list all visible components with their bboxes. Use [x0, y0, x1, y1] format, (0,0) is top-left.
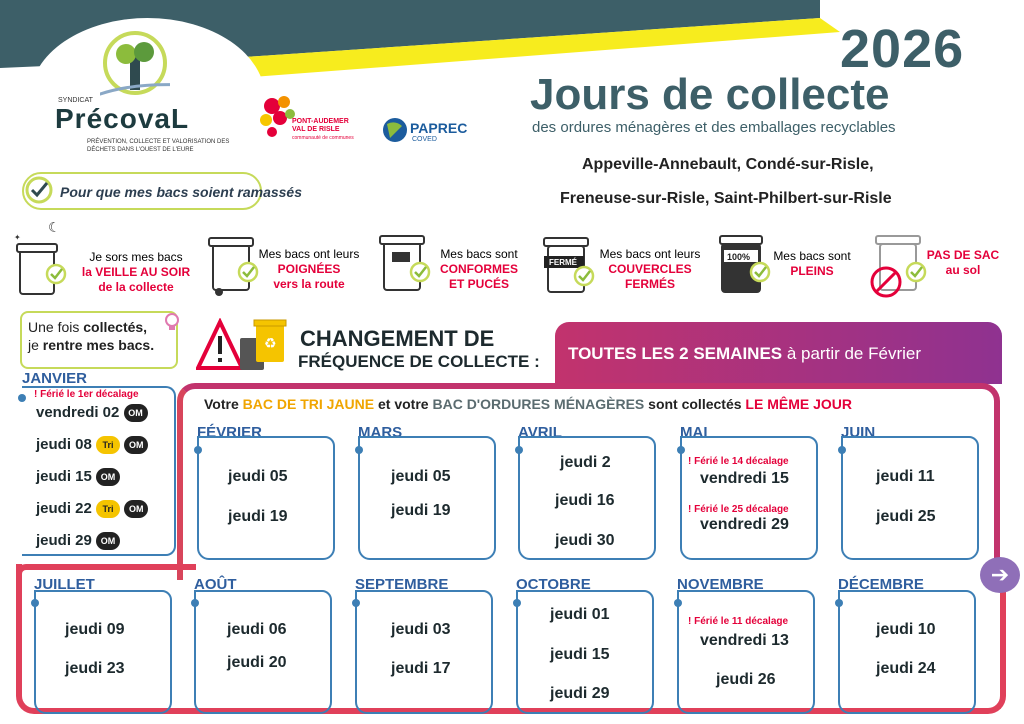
frequency-normal: à partir de Février: [782, 344, 922, 363]
check-icon: [24, 175, 54, 205]
bullet-dot: [352, 599, 360, 607]
precoval-syndicat: SYNDICAT: [58, 97, 93, 104]
janvier-day: jeudi 29: [36, 532, 92, 549]
once-text-2: collectés,: [83, 319, 148, 335]
janvier-row: [36, 532, 120, 550]
notice-grey-bin: BAC D'ORDURES MÉNAGÈRES: [432, 396, 645, 412]
janvier-holiday-note: ! Férié le 1er décalage: [34, 389, 139, 400]
svg-text:♻: ♻: [264, 335, 277, 351]
collection-day: jeudi 15: [550, 646, 610, 663]
rule-highlight: POIGNÉES: [277, 262, 341, 276]
next-arrow-icon[interactable]: ➔: [980, 557, 1020, 593]
bullet-dot: [191, 599, 199, 607]
holiday-note: ! Férié le 25 décalage: [688, 504, 789, 515]
bullet-dot: [835, 599, 843, 607]
janvier-row: [36, 404, 148, 422]
month-box-novembre: [677, 590, 815, 714]
collection-day: jeudi 24: [876, 660, 936, 677]
month-title-juin: JUIN: [841, 424, 876, 441]
rule-poignees: [244, 247, 374, 292]
om-badge: OM: [96, 532, 120, 550]
month-box-aout: [194, 590, 332, 714]
bullet-dot: [18, 394, 26, 402]
month-box-juillet: [34, 590, 172, 714]
month-title-mai: MAI: [680, 424, 708, 441]
collection-day: jeudi 16: [555, 492, 615, 509]
rule-highlight: COUVERCLES: [608, 262, 692, 276]
collection-day: jeudi 05: [391, 468, 451, 485]
rule-highlight-2: au sol: [945, 263, 981, 277]
month-title-novembre: NOVEMBRE: [677, 576, 764, 593]
janvier-row: [36, 500, 148, 518]
rules-badge-text: Pour que mes bacs soient ramassés: [60, 184, 302, 200]
pa-line-1: PONT-AUDEMER: [292, 118, 349, 125]
paprec-coved: COVED: [412, 136, 437, 143]
year-title: 2026: [840, 19, 965, 79]
janvier-row: [36, 468, 120, 486]
collection-day: jeudi 29: [550, 685, 610, 702]
rule-veille: [66, 250, 206, 295]
month-title-juillet: JUILLET: [34, 576, 95, 593]
collection-day: jeudi 01: [550, 606, 610, 623]
bullet-dot: [31, 599, 39, 607]
rule-pas-de-sac: [918, 248, 1008, 278]
om-badge: OM: [124, 404, 148, 422]
rule-conformes: [424, 247, 534, 292]
janvier-day: vendredi 02: [36, 404, 120, 421]
svg-text:✦: ✦: [14, 233, 21, 242]
collection-day: jeudi 17: [391, 660, 451, 677]
rule-highlight: PLEINS: [790, 264, 834, 278]
page-title: Jours de collecte: [530, 70, 890, 119]
bullet-dot: [515, 446, 523, 454]
rule-text: Mes bacs ont leurs: [258, 247, 360, 261]
notice-text: Votre: [204, 396, 243, 412]
once-text-4: rentre mes bacs.: [42, 337, 155, 353]
month-title-aout: AOÛT: [194, 576, 237, 593]
janvier-day: jeudi 22: [36, 500, 92, 517]
bin-closed-icon: [544, 238, 593, 292]
collection-day: vendredi 29: [700, 516, 789, 533]
once-text-3: je: [28, 337, 43, 353]
communes-line-1: Appeville-Annebault, Condé-sur-Risle,: [582, 156, 874, 173]
rule-highlight: la VEILLE AU SOIR: [81, 265, 191, 279]
pont-audemer-text: [292, 118, 354, 142]
once-text-1: Une fois: [28, 319, 84, 335]
rule-couvercles: [590, 247, 710, 292]
notice-same-day: LE MÊME JOUR: [745, 396, 852, 412]
same-day-notice: [204, 396, 852, 412]
collection-day: jeudi 25: [876, 508, 936, 525]
rule-highlight-2: ET PUCÉS: [448, 277, 509, 291]
bullet-dot: [677, 446, 685, 454]
communes-line-2: Freneuse-sur-Risle, Saint-Philbert-sur-Risle: [560, 190, 892, 207]
notice-yellow-bin: BAC DE TRI JAUNE: [242, 396, 375, 412]
rule-pleins: [762, 249, 862, 279]
frequency-banner-text: [568, 344, 921, 364]
precoval-wordmark: PrécovaL: [55, 103, 190, 134]
holiday-note: ! Férié le 14 décalage: [688, 456, 789, 467]
collection-day: jeudi 19: [228, 508, 288, 525]
collection-day: jeudi 10: [876, 621, 936, 638]
notice-text: et votre: [374, 396, 433, 412]
bullet-dot: [355, 446, 363, 454]
collection-day: vendredi 13: [700, 632, 789, 649]
bin-full-label: 100%: [727, 252, 751, 262]
om-badge: OM: [96, 468, 120, 486]
tri-badge: Tri: [96, 500, 120, 518]
lightbulb-icon: [160, 310, 184, 334]
frequency-bold: TOUTES LES 2 SEMAINES: [568, 344, 783, 363]
collection-day: jeudi 06: [227, 621, 287, 638]
month-title-avril: AVRIL: [518, 424, 562, 441]
rule-text: Je sors mes bacs: [89, 250, 183, 264]
bullet-dot: [194, 446, 202, 454]
month-box-mars: [358, 436, 496, 560]
collection-day: vendredi 15: [700, 470, 789, 487]
month-box-mai: [680, 436, 818, 560]
collection-day: jeudi 09: [65, 621, 125, 638]
month-title-fevrier: FÉVRIER: [197, 424, 263, 441]
janvier-day: jeudi 08: [36, 436, 92, 453]
month-box-juin: [841, 436, 979, 560]
rule-highlight: CONFORMES: [440, 262, 518, 276]
collection-day: jeudi 05: [228, 468, 288, 485]
rule-highlight: PAS DE SAC: [926, 248, 1000, 262]
collection-day: jeudi 23: [65, 660, 125, 677]
month-title-mars: MARS: [358, 424, 403, 441]
pa-line-3: communauté de communes: [292, 135, 354, 141]
page-subtitle: des ordures ménagères et des emballages recyclables: [532, 119, 896, 136]
notice-text: sont collectés: [644, 396, 746, 412]
collection-day: jeudi 26: [716, 671, 776, 688]
bullet-dot: [513, 599, 521, 607]
collection-day: jeudi 19: [391, 502, 451, 519]
om-badge: OM: [124, 436, 148, 454]
collection-day: jeudi 20: [227, 654, 287, 671]
rule-text: Mes bacs sont: [440, 247, 518, 261]
rule-highlight-2: de la collecte: [98, 280, 174, 294]
paprec-name: PAPREC: [410, 120, 468, 136]
month-box-fevrier: [197, 436, 335, 560]
om-badge: OM: [124, 500, 148, 518]
collection-day: jeudi 2: [560, 454, 611, 471]
collection-day: jeudi 11: [876, 468, 935, 485]
tree-logo-icon: [100, 28, 170, 98]
month-title-octobre: OCTOBRE: [516, 576, 591, 593]
bullet-dot: [674, 599, 682, 607]
collection-day: jeudi 03: [391, 621, 451, 638]
janvier-row: [36, 436, 148, 454]
paprec-globe-icon: [382, 116, 408, 144]
month-box-septembre: [355, 590, 493, 714]
change-title-2: FRÉQUENCE DE COLLECTE :: [298, 352, 540, 371]
month-title-janvier: JANVIER: [22, 370, 88, 387]
rule-highlight-2: vers la route: [273, 277, 345, 291]
bin-night-icon: [14, 222, 65, 294]
rule-highlight-2: FERMÉS: [624, 277, 675, 291]
bin-ferme-label: FERMÉ: [549, 258, 577, 267]
rule-text: Mes bacs ont leurs: [599, 247, 701, 261]
once-collected-text: [28, 318, 154, 354]
warning-bins-icon: [196, 318, 296, 374]
bullet-dot: [838, 446, 846, 454]
precoval-tagline: PRÉVENTION, COLLECTE ET VALORISATION DES DÉCHETS DANS L'OUEST DE L'EURE: [87, 139, 230, 153]
tri-badge: Tri: [96, 436, 120, 454]
month-box-decembre: [838, 590, 976, 714]
calendar-frame-join: [16, 564, 196, 574]
change-title-1: CHANGEMENT DE: [300, 326, 495, 351]
rule-text: Mes bacs sont: [773, 249, 851, 263]
svg-text:☾: ☾: [48, 222, 61, 235]
holiday-note: ! Férié le 11 décalage: [688, 616, 789, 627]
collection-day: jeudi 30: [555, 532, 615, 549]
month-title-decembre: DÉCEMBRE: [838, 576, 924, 593]
bin-chip-icon: [380, 236, 429, 290]
month-title-septembre: SEPTEMBRE: [355, 576, 449, 593]
janvier-day: jeudi 15: [36, 468, 92, 485]
pa-line-2: VAL DE RISLE: [292, 126, 340, 133]
